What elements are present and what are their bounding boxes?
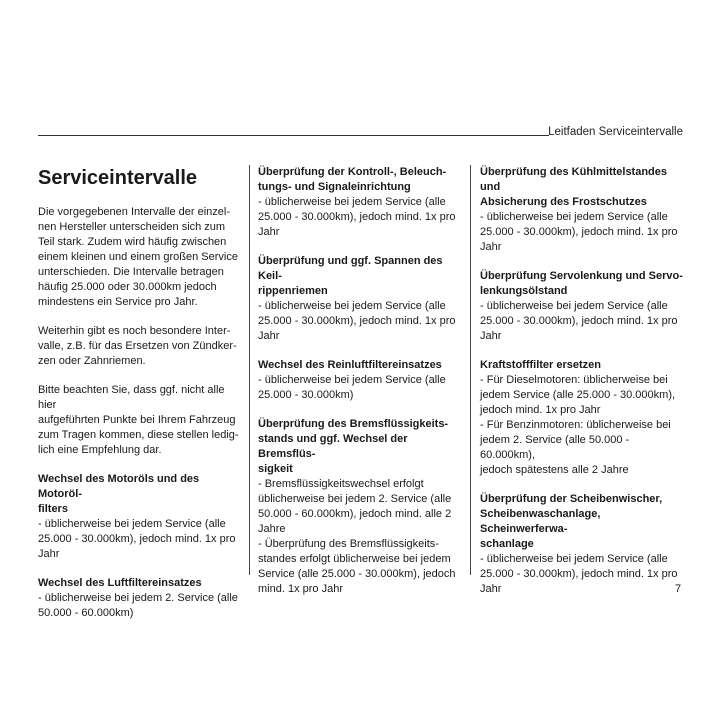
note-paragraph: Bitte beachten Sie, dass ggf. nicht alle hier aufgeführten Punkte bei Ihrem Fahrzeug zum Tragen kommen, diese stellen ledig- lich eine Empfehlung dar. xyxy=(38,384,239,456)
service-item-text: - üblicherweise bei jedem Service (alle 25.000 - 30.000km), jedoch mind. 1x pro Jahr xyxy=(480,553,678,595)
header-title: Leitfaden Serviceintervalle xyxy=(548,126,683,138)
service-item xyxy=(38,472,243,562)
service-item-text: - üblicherweise bei jedem Service (alle 25.000 - 30.000km), jedoch mind. 1x pro Jahr xyxy=(480,300,678,342)
service-item-text: - üblicherweise bei jedem Service (alle 25.000 - 30.000km), jedoch mind. 1x pro Jahr xyxy=(480,211,678,253)
intervals-paragraph: Weiterhin gibt es noch besondere Inter- valle, z.B. für das Ersetzen von Zündker- zen oder Zahnriemen. xyxy=(38,325,237,367)
service-item xyxy=(258,165,463,240)
service-item xyxy=(38,576,243,621)
service-item xyxy=(258,254,463,344)
service-item xyxy=(480,492,685,597)
service-item xyxy=(480,269,685,344)
page-header xyxy=(38,124,683,142)
service-item-title: Wechsel des Motoröls und des Motoröl- filters xyxy=(38,473,200,515)
header-rule xyxy=(38,135,549,136)
column-divider-1 xyxy=(249,165,250,575)
service-item xyxy=(258,358,463,403)
column-3 xyxy=(480,165,685,611)
service-item xyxy=(480,358,685,478)
service-item-title: Überprüfung der Scheibenwischer, Scheibenwaschanlage, Scheinwerferwa- schanlage xyxy=(480,493,663,550)
service-item-text: - Bremsflüssigkeitswechsel erfolgt üblicherweise bei jedem 2. Service (alle 50.000 - 60.000km), jedoch mind. alle 2 Jahre - Überprüfung des Bremsflüssigkeits- standes erfolgt üblicherweise bei jedem Service (alle 25.000 - 30.000km), jedoch mind. 1x pro Jahr xyxy=(258,478,456,595)
column-2 xyxy=(258,165,463,611)
intro-paragraph: Die vorgegebenen Intervalle der einzel- nen Hersteller unterscheiden sich zum Teil stark. Zudem wird häufig zwischen einem kleinen und einem großen Service unterschieden. Die Intervalle betragen häufig 25.000 oder 30.000km jedoch mindestens ein Service pro Jahr. xyxy=(38,206,238,308)
service-item-title: Kraftstofffilter ersetzen xyxy=(480,359,602,371)
service-item-title: Überprüfung und ggf. Spannen des Keil- rippenriemen xyxy=(258,255,443,297)
service-item-text: - üblicherweise bei jedem Service (alle 25.000 - 30.000km), jedoch mind. 1x pro Jahr xyxy=(258,196,456,238)
service-item-text: - üblicherweise bei jedem Service (alle 25.000 - 30.000km), jedoch mind. 1x pro Jahr xyxy=(258,300,456,342)
service-item-text: - üblicherweise bei jedem Service (alle 25.000 - 30.000km), jedoch mind. 1x pro Jahr xyxy=(38,518,236,560)
page-number: 7 xyxy=(675,583,682,595)
service-item-title: Überprüfung des Bremsflüssigkeits- stands und ggf. Wechsel der Bremsflüs- sigkeit xyxy=(258,418,449,475)
column-1 xyxy=(38,165,243,635)
column-divider-2 xyxy=(470,165,471,575)
service-item-title: Wechsel des Reinluftfiltereinsatzes xyxy=(258,359,442,371)
service-item-text: - üblicherweise bei jedem 2. Service (alle 50.000 - 60.000km) xyxy=(38,592,238,619)
service-item-text: - üblicherweise bei jedem Service (alle 25.000 - 30.000km) xyxy=(258,374,446,401)
service-item xyxy=(480,165,685,255)
service-item-title: Überprüfung des Kühlmittelstandes und Absicherung des Frostschutzes xyxy=(480,166,668,208)
service-item xyxy=(258,417,463,597)
service-item-title: Wechsel des Luftfiltereinsatzes xyxy=(38,577,202,589)
service-item-title: Überprüfung Servolenkung und Servo- lenkungsölstand xyxy=(480,270,683,297)
page-title: Serviceintervalle xyxy=(38,167,197,189)
service-item-text: - Für Dieselmotoren: üblicherweise bei jedem Service (alle 25.000 - 30.000km), jedoch mind. 1x pro Jahr - Für Benzinmotoren: üblicherweise bei jedem 2. Service (alle 50.000 - 60.000km), jedoch spätestens alle 2 Jahre xyxy=(480,374,676,476)
service-item-title: Überprüfung der Kontroll-, Beleuch- tungs- und Signaleinrichtung xyxy=(258,166,447,193)
